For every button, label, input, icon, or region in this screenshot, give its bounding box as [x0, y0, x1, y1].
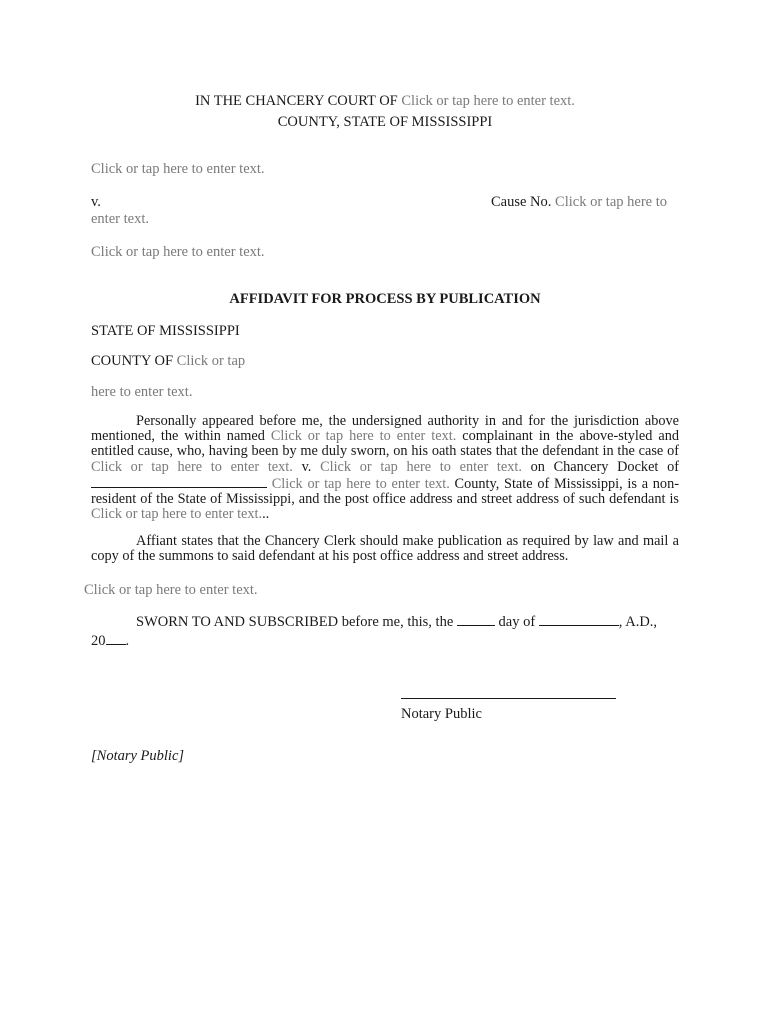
month-blank[interactable]	[539, 613, 619, 626]
sworn-text-b: day of	[498, 614, 536, 630]
sworn-year-line	[91, 632, 129, 650]
p1-text-e: County, State of Mississippi, is a non-resident of the State of Mississippi, and the post office address and street address of such defendant is	[91, 475, 679, 508]
affidavit-paragraph-1	[91, 414, 679, 522]
case-plaintiff-field[interactable]: Click or tap here to enter text.	[91, 458, 293, 475]
p1-text-d: on Chancery Docket of	[530, 458, 679, 475]
notary-label: Notary Public	[401, 706, 482, 722]
defendant-field[interactable]: Click or tap here to enter text.	[91, 244, 265, 260]
year-period: .	[125, 633, 130, 649]
county-label: COUNTY OF	[91, 353, 174, 369]
p1-text-f: ..	[262, 506, 270, 523]
affidavit-paragraph-2: Affiant states that the Chancery Clerk should make publication as required by law and mail a copy of the summons to said defendant at his post office address and street address.	[91, 533, 679, 565]
court-heading-line2: COUNTY, STATE OF MISSISSIPPI	[277, 114, 493, 130]
notary-block: [Notary Public]	[91, 748, 185, 764]
p1-text-c: v.	[301, 458, 312, 475]
sworn-paragraph	[91, 613, 679, 632]
docket-county-field[interactable]: Click or tap here to enter text.	[271, 475, 450, 492]
court-county-field[interactable]: Click or tap here to enter text.	[401, 93, 575, 109]
docket-number-blank[interactable]	[91, 475, 267, 488]
sworn-text-a: SWORN TO AND SUBSCRIBED before me, this, the	[136, 614, 454, 630]
plaintiff-field[interactable]: Click or tap here to enter text.	[91, 161, 265, 177]
cause-number-field[interactable]: Click or tap here to	[555, 194, 667, 210]
case-defendant-field[interactable]: Click or tap here to enter text.	[320, 458, 522, 475]
county-field-wrap[interactable]: here to enter text.	[91, 384, 193, 400]
cause-number	[491, 193, 667, 211]
state-line: STATE OF MISSISSIPPI	[91, 323, 240, 339]
document-title: AFFIDAVIT FOR PROCESS BY PUBLICATION	[229, 291, 541, 307]
versus-label: v.	[91, 194, 101, 210]
cause-number-field-wrap[interactable]: enter text.	[91, 211, 149, 227]
court-heading	[0, 92, 770, 110]
complainant-field[interactable]: Click or tap here to enter text.	[270, 428, 457, 445]
p1-text-a: Personally appeared before me, the undersigned authority in and for the jurisdiction above mentioned, the within named	[91, 413, 679, 445]
affiant-signature-field[interactable]: Click or tap here to enter text.	[84, 582, 258, 598]
defendant-address-field[interactable]: Click or tap here to enter text.	[91, 506, 263, 523]
cause-label: Cause No.	[491, 194, 552, 210]
court-prefix: IN THE CHANCERY COURT OF	[195, 93, 398, 109]
county-field[interactable]: Click or tap	[176, 353, 246, 369]
p1-text-b: complainant in the above-styled and entitled cause, who, having been by me duly sworn, on his oath states that the defendant in the case of	[91, 428, 680, 460]
year-blank[interactable]	[106, 632, 126, 645]
year-prefix: 20	[91, 633, 106, 649]
day-blank[interactable]	[457, 613, 495, 626]
sworn-text-c: , A.D.,	[618, 614, 658, 630]
notary-signature-line[interactable]	[401, 684, 616, 699]
county-line	[91, 352, 245, 370]
